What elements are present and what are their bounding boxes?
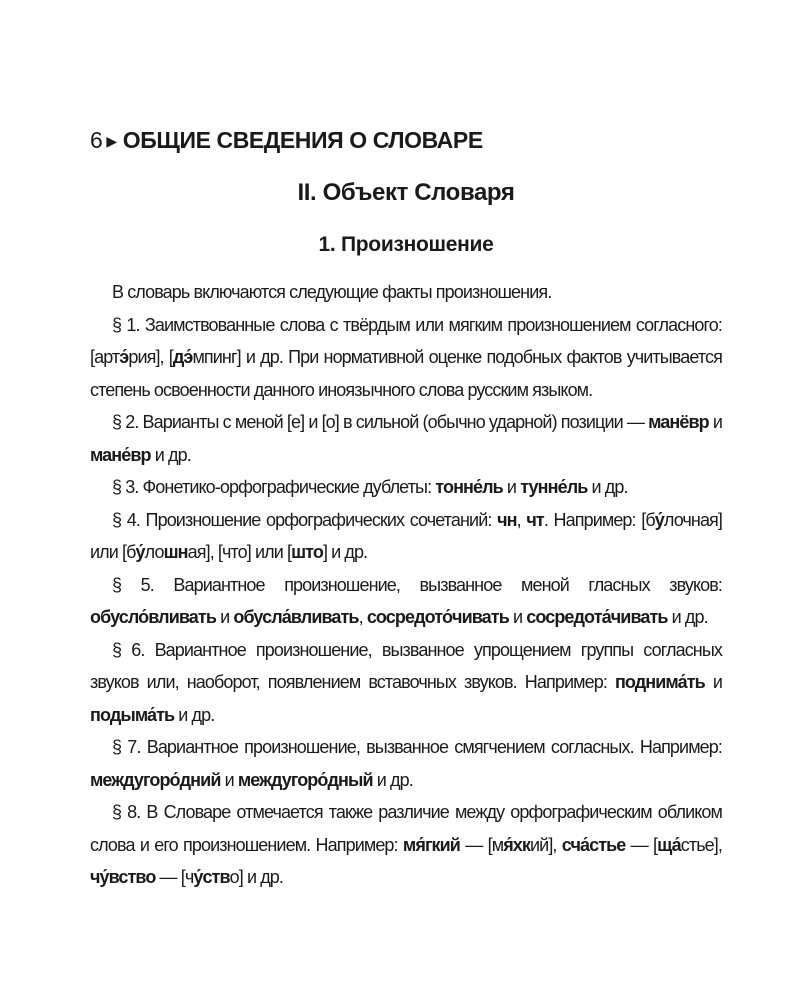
bold-term: сосредота́чивать	[526, 607, 668, 627]
bold-term: што	[291, 542, 323, 562]
running-head	[90, 118, 722, 162]
bold-term: междугоро́дний	[90, 769, 221, 790]
text-segment: В словарь включаются следующие факты произношения.	[112, 282, 552, 302]
text-segment: § 8. В Словаре отмечается также различие между орфографическим обликом слова и его произношением. Например:	[90, 802, 722, 855]
text-segment: ,	[516, 509, 527, 530]
bold-term: подыма́ть	[90, 704, 175, 725]
paragraph	[90, 634, 722, 732]
paragraph	[90, 471, 722, 504]
bold-term: у́	[654, 509, 664, 530]
page-number: 6	[90, 127, 103, 153]
text-segment: и	[502, 477, 521, 497]
text-segment: ий],	[530, 834, 562, 855]
paragraph	[90, 504, 722, 569]
bold-term: э́	[119, 347, 129, 367]
text-segment: и др.	[372, 769, 413, 790]
bold-term: междугоро́дный	[237, 769, 373, 790]
arrow-right-icon: ▶	[106, 133, 117, 149]
section-title: 1. Произношение	[318, 233, 494, 256]
text-segment: . Например: [б	[543, 509, 655, 530]
text-segment: и др.	[587, 477, 628, 497]
body-text	[90, 276, 722, 894]
text-segment: ,	[358, 607, 367, 627]
bold-term: дэ́	[172, 347, 193, 367]
text-segment: § 2. Варианты с меной [е] и [о] в сильной (обычно ударной) позиции —	[112, 412, 649, 432]
bold-term: сосредото́чивать	[366, 607, 509, 627]
bold-term: ща́	[657, 834, 681, 855]
bold-term: мане́вр	[90, 444, 151, 465]
bold-term: тунне́ль	[520, 477, 588, 497]
bold-term: обусла́вливать	[233, 607, 359, 627]
text-segment: ая], [что] или [	[187, 542, 292, 562]
text-segment: и	[216, 607, 234, 627]
text-segment: и др.	[174, 704, 215, 725]
paragraph	[90, 731, 722, 796]
text-segment: § 3. Фонетико-орфографические дублеты:	[112, 477, 436, 497]
text-segment: ] и др.	[322, 542, 368, 562]
text-segment: § 5. Вариантное произношение, вызванное меной гласных звуков:	[112, 574, 722, 595]
paragraph	[90, 406, 722, 471]
text-segment: и	[708, 412, 722, 432]
bold-term: у́ств	[193, 867, 230, 887]
bold-term: тонне́ль	[435, 477, 503, 497]
page	[90, 118, 722, 894]
text-segment: — [м	[459, 834, 504, 855]
text-segment: стье],	[680, 834, 722, 855]
bold-term: чн	[497, 509, 517, 530]
paragraph	[90, 796, 722, 894]
bold-term: чт	[526, 509, 544, 530]
bold-term: шн	[163, 542, 188, 562]
running-head-title: ОБЩИЕ СВЕДЕНИЯ О СЛОВАРЕ	[122, 127, 483, 153]
text-segment: § 1. Заимствованные слова с твёрдым или мягким произношением согласного: [арт	[90, 314, 722, 367]
bold-term: обусло́вливать	[90, 607, 216, 627]
text-segment: лочная] или [б	[90, 509, 723, 562]
text-segment: ло	[144, 542, 164, 562]
bold-term: я́хк	[503, 834, 531, 855]
bold-term: сча́стье	[561, 834, 626, 855]
paragraph	[90, 569, 722, 634]
text-segment: и	[508, 607, 527, 627]
text-segment: и	[704, 672, 722, 692]
text-segment: § 7. Вариантное произношение, вызванное смягчением согласных. Например:	[112, 737, 722, 757]
bold-term: у́	[135, 542, 145, 562]
text-segment: о] и др.	[229, 867, 284, 887]
text-segment: и	[220, 769, 238, 790]
bold-term: мя́гкий	[402, 834, 460, 855]
text-segment: § 6. Вариантное произношение, вызванное упрощением группы согласных звуков или, наоборот, появлением вставочных звуков. Например:	[90, 639, 722, 692]
text-segment: — [	[625, 834, 658, 855]
text-segment: и др.	[150, 444, 191, 465]
text-segment: мпинг] и др. При нормативной оценке подобных фактов учитывается степень освоенности данного иноязычного слова русским языком.	[90, 347, 722, 400]
paragraph	[90, 276, 722, 309]
paragraph	[90, 309, 722, 407]
bold-term: поднима́ть	[614, 672, 705, 692]
text-segment: — [ч	[155, 867, 194, 887]
text-segment: и др.	[667, 607, 708, 627]
chapter-title: II. Объект Словаря	[297, 179, 515, 206]
bold-term: чу́вство	[90, 867, 156, 887]
text-segment: рия], [	[128, 347, 173, 367]
bold-term: манёвр	[648, 412, 709, 432]
text-segment: § 4. Произношение орфографических сочетаний:	[112, 509, 498, 530]
